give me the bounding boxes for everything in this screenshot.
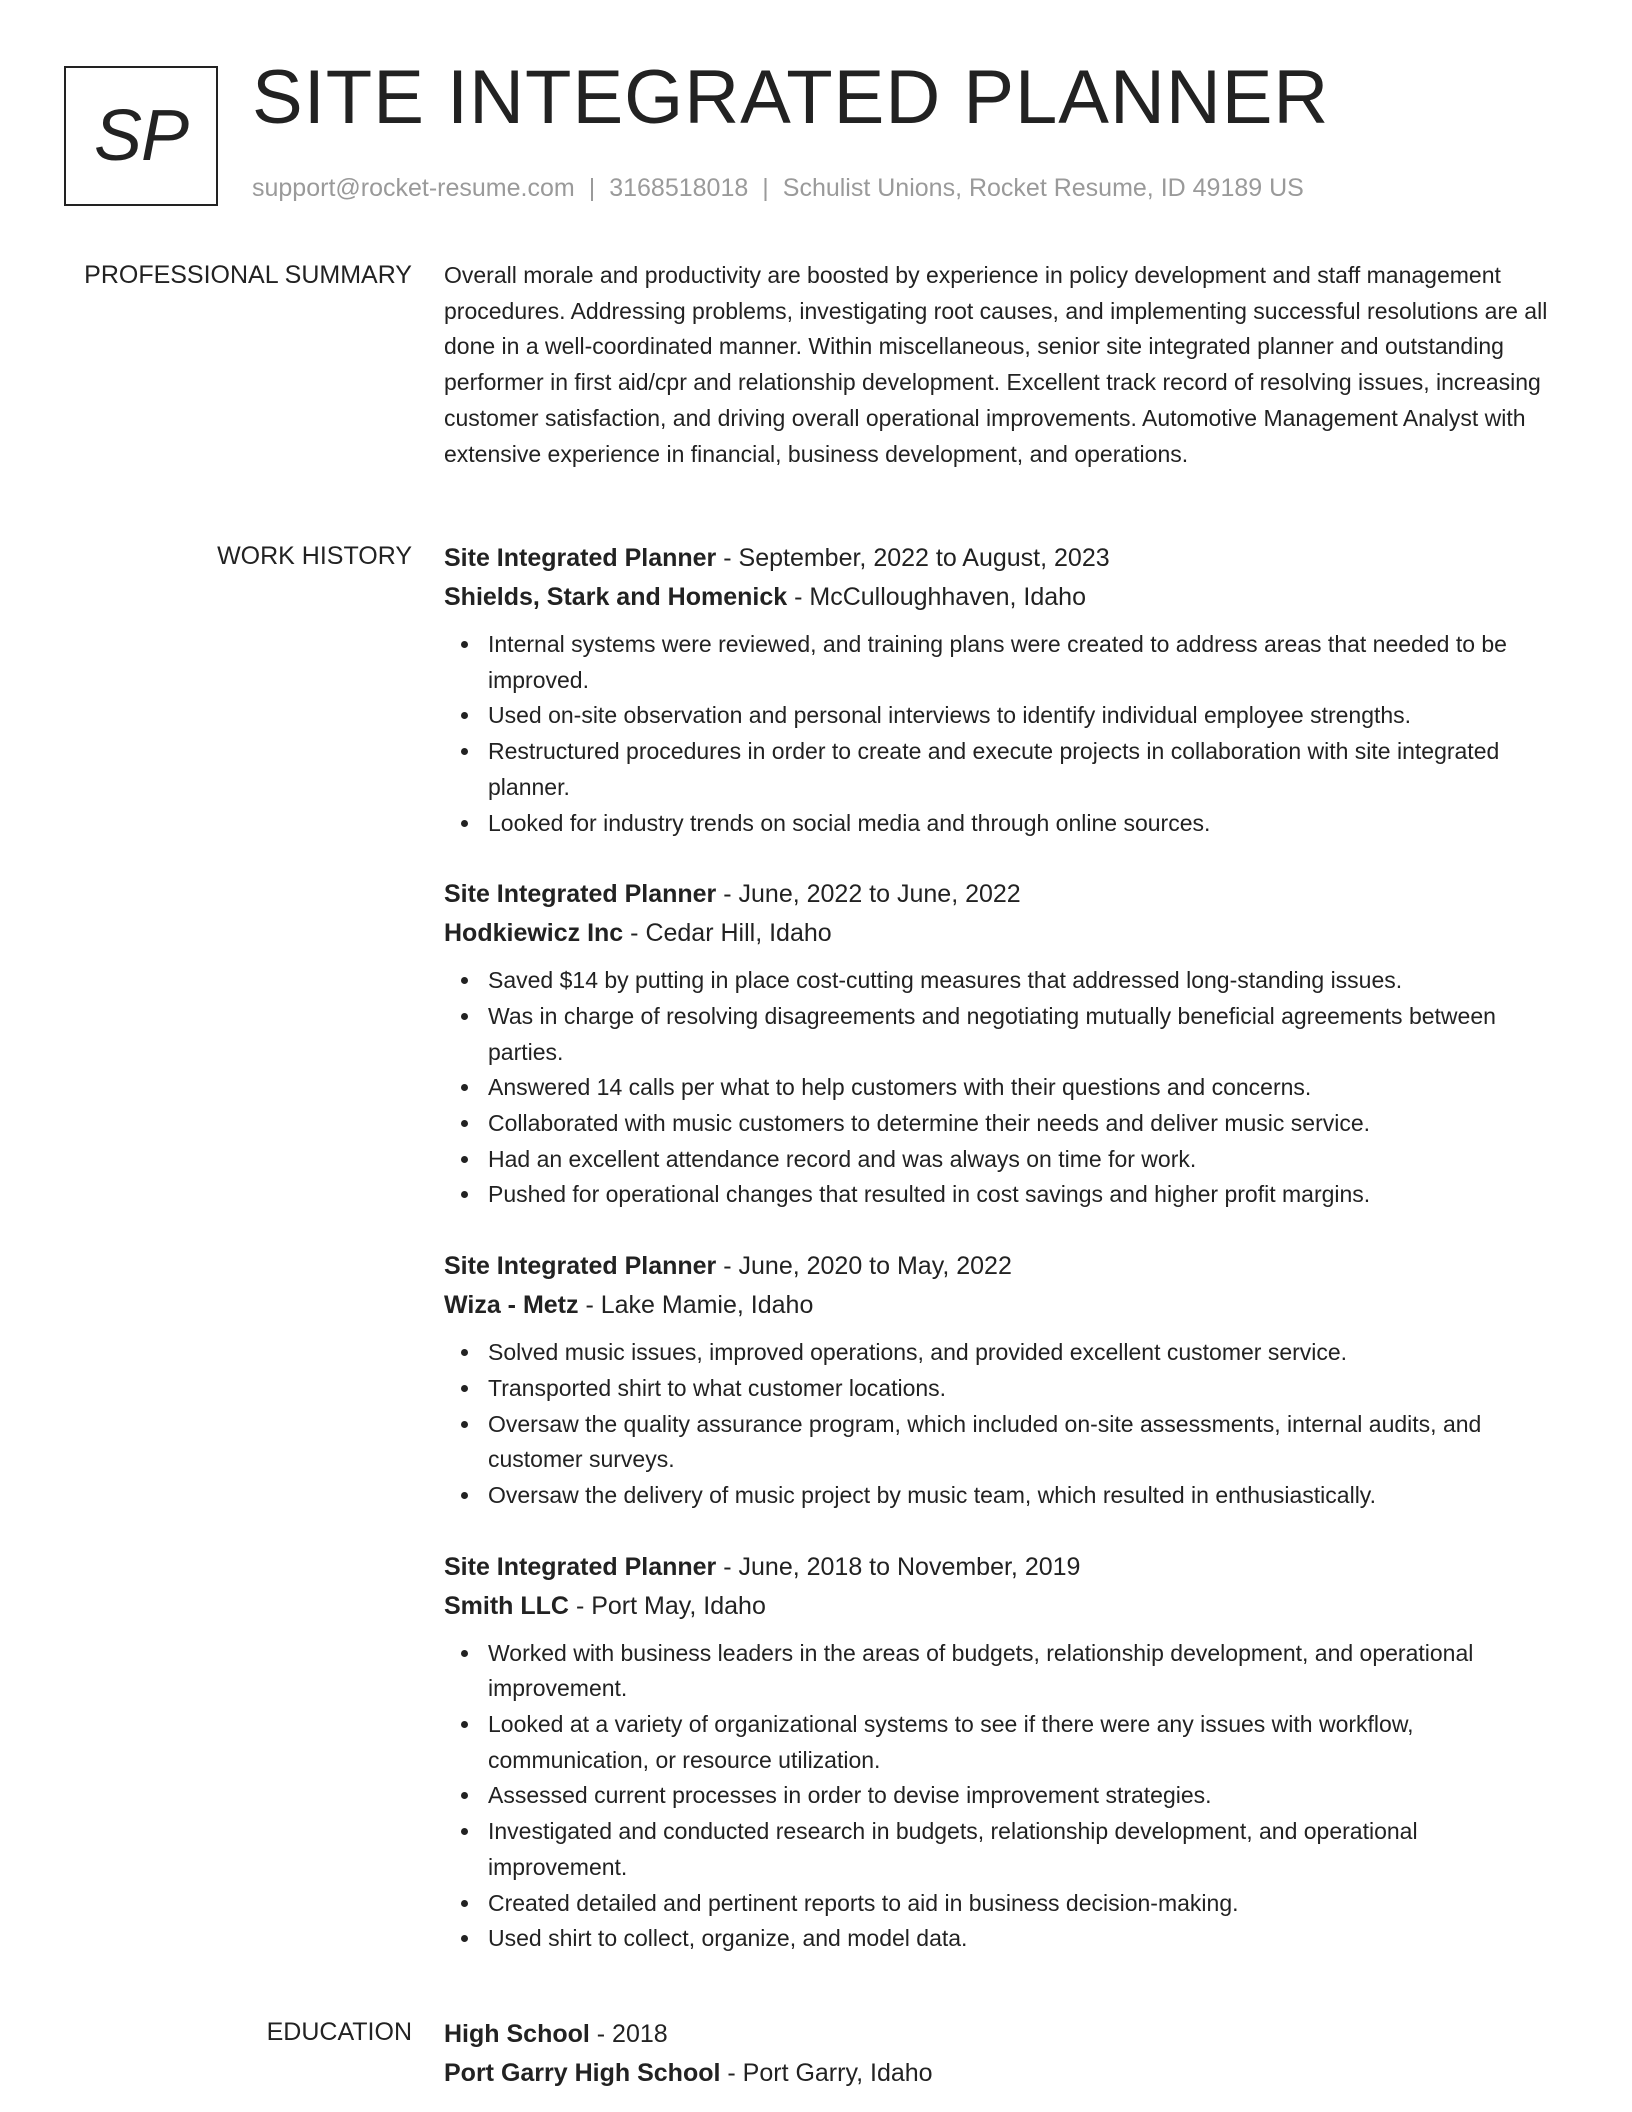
education-body: [444, 2015, 1558, 2093]
job-bullet: Solved music issues, improved operations, and provided excellent customer service.: [488, 1335, 1558, 1371]
job-location: - Port May, Idaho: [575, 1591, 766, 1620]
monogram-logo: [64, 66, 218, 206]
job-company-line: [444, 1587, 1558, 1626]
job-dates: - September, 2022 to August, 2023: [723, 544, 1110, 572]
job-bullet: Had an excellent attendance record and was always on time for work.: [488, 1142, 1558, 1178]
job-bullet: Saved $14 by putting in place cost-cutting measures that addressed long-standing issues.: [488, 963, 1558, 999]
education-degree-line: [444, 2015, 1558, 2054]
education-school: Port Garry High School: [444, 2059, 721, 2087]
job-company: Wiza - Metz: [444, 1291, 579, 1320]
summary-body: [444, 258, 1558, 472]
job-dates: - June, 2020 to May, 2022: [723, 1252, 1012, 1281]
job-bullet: Looked at a variety of organizational systems to see if there were any issues with workflow, communication, or resource utilization.: [488, 1707, 1558, 1778]
job-bullets: [444, 1335, 1558, 1514]
education-degree: High School: [444, 2020, 590, 2048]
education-school-line: [444, 2054, 1558, 2093]
job-bullet: Collaborated with music customers to determine their needs and deliver music service.: [488, 1106, 1558, 1142]
contact-separator: |: [762, 174, 769, 202]
work-history-label: WORK HISTORY: [217, 542, 412, 570]
job-title: Site Integrated Planner: [444, 1252, 717, 1281]
job-bullet: Transported shirt to what customer locations.: [488, 1371, 1558, 1407]
contact-line: [252, 174, 1304, 203]
job-bullet: Assessed current processes in order to devise improvement strategies.: [488, 1778, 1558, 1814]
job-title-line: [444, 539, 1558, 578]
summary-text: Overall morale and productivity are boosted by experience in policy development and staff management procedures. Addressing problems, investigating root causes, and implementing successful resolutions are all done in a well-coordinated manner. Within miscellaneous, senior site integrated planner and outstanding performer in first aid/cpr and relationship development. Excellent track record of resolving issues, increasing customer satisfaction, and driving overall operational improvements. Automotive Management Analyst with extensive experience in financial, business development, and operations.: [444, 262, 1548, 467]
job-entry: [444, 875, 1558, 1213]
contact-separator: |: [588, 174, 596, 202]
job-bullet: Investigated and conducted research in budgets, relationship development, and operational improvement.: [488, 1814, 1558, 1885]
contact-email: support@rocket-resume.com: [252, 174, 575, 202]
job-dates: - June, 2018 to November, 2019: [723, 1552, 1081, 1581]
resume-title: SITE INTEGRATED PLANNER: [252, 55, 1330, 140]
job-bullet: Worked with business leaders in the areas of budgets, relationship development, and operational improvement.: [488, 1636, 1558, 1707]
job-company-line: [444, 914, 1558, 953]
job-title: Site Integrated Planner: [444, 880, 717, 909]
job-bullet: Oversaw the delivery of music project by music team, which resulted in enthusiastically.: [488, 1478, 1558, 1514]
job-title-line: [444, 1548, 1558, 1587]
job-bullet: Internal systems were reviewed, and training plans were created to address areas that needed to be improved.: [488, 627, 1558, 698]
summary-label: PROFESSIONAL SUMMARY: [84, 261, 412, 289]
job-company-line: [444, 578, 1558, 617]
contact-address: Schulist Unions, Rocket Resume, ID 49189 US: [782, 174, 1304, 202]
job-title: Site Integrated Planner: [444, 1552, 717, 1581]
job-bullet: Created detailed and pertinent reports to aid in business decision-making.: [488, 1886, 1558, 1922]
education-year: - 2018: [596, 2020, 668, 2048]
education-label: EDUCATION: [266, 2018, 412, 2046]
job-entry: [444, 1548, 1558, 1957]
job-company: Hodkiewicz Inc: [444, 919, 624, 948]
job-bullets: [444, 1636, 1558, 1957]
job-location: - Lake Mamie, Idaho: [585, 1291, 814, 1320]
job-entry: [444, 1247, 1558, 1514]
job-bullet: Looked for industry trends on social media and through online sources.: [488, 806, 1558, 842]
job-bullet: Restructured procedures in order to create and execute projects in collaboration with site integrated planner.: [488, 734, 1558, 805]
job-bullet: Oversaw the quality assurance program, which included on-site assessments, internal audits, and customer surveys.: [488, 1407, 1558, 1478]
education-location: - Port Garry, Idaho: [727, 2059, 933, 2087]
job-bullet: Answered 14 calls per what to help customers with their questions and concerns.: [488, 1070, 1558, 1106]
job-bullets: [444, 963, 1558, 1213]
job-title: Site Integrated Planner: [444, 544, 717, 572]
contact-phone: 3168518018: [609, 174, 749, 202]
job-bullets: [444, 627, 1558, 841]
job-title-line: [444, 1247, 1558, 1286]
job-bullet: Pushed for operational changes that resulted in cost savings and higher profit margins.: [488, 1177, 1558, 1213]
job-title-line: [444, 875, 1558, 914]
job-bullet: Used shirt to collect, organize, and model data.: [488, 1921, 1558, 1957]
job-company: Shields, Stark and Homenick: [444, 583, 788, 611]
job-bullet: Used on-site observation and personal interviews to identify individual employee strengths.: [488, 698, 1558, 734]
job-entry: [444, 539, 1558, 841]
job-company-line: [444, 1286, 1558, 1325]
job-dates: - June, 2022 to June, 2022: [723, 880, 1021, 909]
monogram-text: SP: [93, 96, 189, 176]
job-location: - McCulloughhaven, Idaho: [794, 583, 1086, 611]
job-company: Smith LLC: [444, 1591, 569, 1620]
job-bullet: Was in charge of resolving disagreements and negotiating mutually beneficial agreements between parties.: [488, 999, 1558, 1070]
work-history-body: [444, 539, 1558, 1991]
job-location: - Cedar Hill, Idaho: [630, 919, 832, 948]
